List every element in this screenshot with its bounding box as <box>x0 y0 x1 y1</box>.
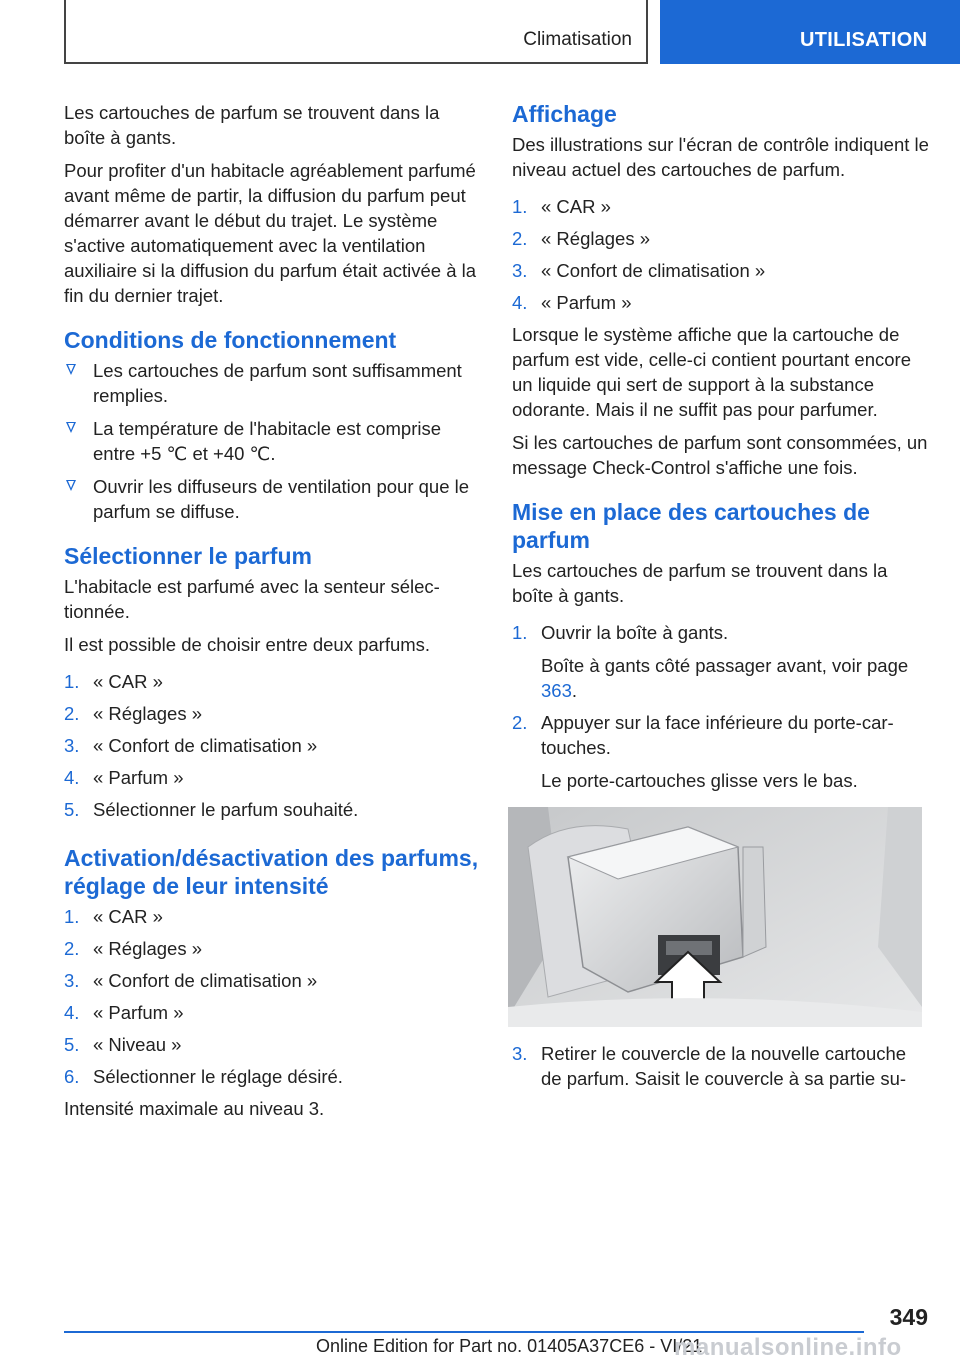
step-1-note: Boîte à gants côté passager avant, voir page 363. <box>541 655 909 701</box>
right-column <box>512 100 930 1098</box>
install-heading: Mise en place des cartouches de parfum <box>512 499 870 553</box>
footer-divider <box>64 1331 864 1333</box>
cartridge-holder-illustration <box>508 807 922 1027</box>
list-item: Les cartouches de parfum sont suffisamment remplies. <box>64 358 480 408</box>
select-paragraph-2: Il est possible de choisir entre deux parfums. <box>64 634 431 655</box>
list-item: 2. Appuyer sur la face inférieure du porte-cartouches. Le porte-cartouches glisse vers le bas. <box>512 710 930 793</box>
list-item: 3. Retirer le couvercle de la nouvelle cartouche de parfum. Saisit le couvercle à sa partie su- <box>512 1043 907 1089</box>
list-item: 2. « Réglages » <box>64 703 203 724</box>
list-item: 1. « CAR » <box>64 671 163 692</box>
list-item: 5. « Niveau » <box>64 1034 182 1055</box>
triangle-bullet-icon <box>66 480 76 491</box>
intro-paragraph-1: Les cartouches de parfum se trouvent dans la boîte à gants. <box>64 102 440 148</box>
conditions-heading: Conditions de fonctionnement <box>64 327 397 353</box>
list-item: 2. « Réglages » <box>512 228 651 249</box>
display-paragraph-3: Si les cartouches de parfum sont consommées, un message Check-Control s'affiche une fois. <box>512 432 928 478</box>
select-steps <box>64 669 480 822</box>
list-item: 1. « CAR » <box>64 906 163 927</box>
install-steps <box>512 620 930 793</box>
list-item: 1. « CAR » <box>512 196 611 217</box>
list-item: 3. « Confort de climatisation » <box>512 260 766 281</box>
edition-text: Online Edition for Part no. 01405A37CE6 - VI/21 <box>316 1336 703 1356</box>
header-section-title: Climatisation <box>523 29 632 50</box>
list-item: 3. « Confort de climatisation » <box>64 970 318 991</box>
header-chapter-box <box>660 0 960 64</box>
activation-steps <box>64 904 480 1089</box>
list-item: 6. Sélectionner le réglage désiré. <box>64 1066 343 1087</box>
display-paragraph-2: Lorsque le système affiche que la cartouche de parfum est vide, celle-ci contient pourtant encore un liquide qui sert de support à la substance odorante. Mais il ne suffit pas pour parfumer. <box>512 324 911 420</box>
install-paragraph-1: Les cartouches de parfum se trouvent dans la boîte à gants. <box>512 560 888 606</box>
step-2-note: Le porte-cartouches glisse vers le bas. <box>541 770 858 791</box>
intro-paragraph-2: Pour profiter d'un habitacle agréablement parfumé avant même de partir, la diffusion du parfum peut démarrer avant le début du trajet. Le système s'active automatiquement avec la ventilation auxiliaire si la diffusion du parfum était activée à la fin du dernier trajet. <box>64 160 477 306</box>
list-item: 1. Ouvrir la boîte à gants. Boîte à gants côté passager avant, voir page 363. <box>512 620 930 703</box>
install-steps-continued <box>512 1041 930 1091</box>
activation-note: Intensité maximale au niveau 3. <box>64 1098 325 1119</box>
header-chapter-title: UTILISATION <box>800 29 928 51</box>
select-paragraph-1: L'habitacle est parfumé avec la senteur sélectionnée. <box>64 576 440 622</box>
list-item: 5. Sélectionner le parfum souhaité. <box>64 799 359 820</box>
list-item: 4. « Parfum » <box>64 1002 184 1023</box>
select-heading: Sélectionner le parfum <box>64 543 312 569</box>
list-item: 4. « Parfum » <box>512 292 632 313</box>
display-steps <box>512 194 930 315</box>
list-item: 2. « Réglages » <box>64 938 203 959</box>
list-item: Ouvrir les diffuseurs de ventilation pour que le parfum se diffuse. <box>64 474 480 524</box>
cartridge-holder-image <box>508 807 922 1027</box>
page-number: 349 <box>889 1304 928 1330</box>
list-item: 4. « Parfum » <box>64 767 184 788</box>
list-item: La température de l'habitacle est comprise entre +5 ℃ et +40 ℃. <box>64 416 480 466</box>
display-heading: Affichage <box>512 101 617 127</box>
triangle-bullet-icon <box>66 364 76 375</box>
left-column <box>64 100 480 1129</box>
watermark: manualsonline.info <box>674 1334 902 1361</box>
activation-heading: Activation/désactivation des parfums, réglage de leur intensité <box>64 845 479 899</box>
page-reference-link[interactable]: 363 <box>541 680 572 701</box>
conditions-list <box>64 358 480 524</box>
header-section-box <box>64 0 648 64</box>
triangle-bullet-icon <box>66 422 76 433</box>
display-paragraph-1: Des illustrations sur l'écran de contrôle indiquent le niveau actuel des cartouches de parfum. <box>512 134 929 180</box>
list-item: 3. « Confort de climatisation » <box>64 735 318 756</box>
